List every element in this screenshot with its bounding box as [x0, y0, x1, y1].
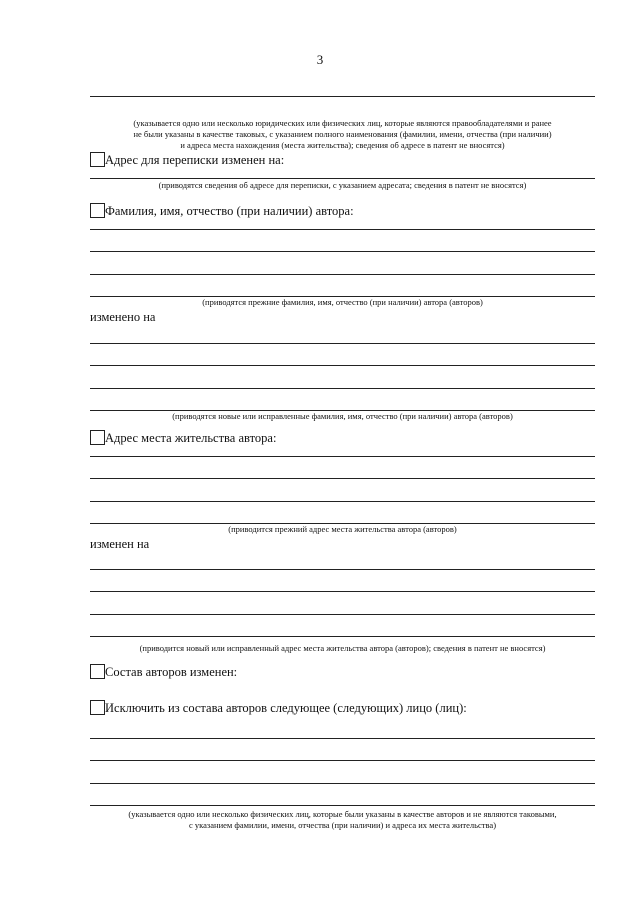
excluded-note-2: с указанием фамилии, имени, отчества (при наличии) и адреса их места жительства)	[188, 820, 497, 830]
rightholder-note-1: (указывается одно или несколько юридических или физических лиц, которые являются правообладателями и ранее	[133, 118, 552, 128]
changed-to-label-1: изменено на	[90, 310, 156, 324]
authors-changed-checkbox[interactable]	[90, 664, 105, 679]
old-name-line[interactable]	[90, 229, 595, 230]
exclude-authors-checkbox[interactable]	[90, 700, 105, 715]
rightholder-note-2: не были указаны в качестве таковых, с указанием полного наименования (фамилии, имени, отчества (при наличии)	[133, 129, 552, 139]
correspondence-label: Адрес для переписки изменен на:	[105, 153, 285, 167]
correspondence-line[interactable]	[90, 178, 595, 179]
rightholder-note-3: и адреса места нахождения (места жительства); сведения об адресе в патент не вносятся)	[180, 140, 505, 150]
excluded-line[interactable]	[90, 760, 595, 761]
old-address-note: (приводится прежний адрес места жительства автора (авторов)	[228, 524, 457, 534]
new-name-line[interactable]	[90, 365, 595, 366]
old-address-line[interactable]	[90, 501, 595, 502]
new-address-line[interactable]	[90, 614, 595, 615]
excluded-line[interactable]	[90, 738, 595, 739]
new-address-line[interactable]	[90, 591, 595, 592]
exclude-authors-label: Исключить из состава авторов следующее (следующих) лицо (лиц):	[105, 701, 467, 715]
new-name-note: (приводятся новые или исправленные фамилия, имя, отчество (при наличии) автора (авторов)	[172, 411, 513, 421]
old-name-line[interactable]	[90, 251, 595, 252]
new-name-line[interactable]	[90, 343, 595, 344]
old-address-line[interactable]	[90, 478, 595, 479]
page-number: 3	[316, 52, 324, 67]
author-name-label: Фамилия, имя, отчество (при наличии) автора:	[105, 204, 354, 218]
new-name-line[interactable]	[90, 388, 595, 389]
old-name-note: (приводятся прежние фамилия, имя, отчество (при наличии) автора (авторов)	[202, 297, 483, 307]
authors-changed-label: Состав авторов изменен:	[105, 665, 238, 679]
old-address-line[interactable]	[90, 456, 595, 457]
correspondence-note: (приводятся сведения об адресе для переписки, с указанием адресата; сведения в патент не вносятся)	[158, 180, 527, 190]
new-address-note: (приводится новый или исправленный адрес места жительства автора (авторов); сведения в патент не вносятся)	[139, 643, 546, 653]
author-address-checkbox[interactable]	[90, 430, 105, 445]
old-name-line[interactable]	[90, 274, 595, 275]
new-address-line[interactable]	[90, 569, 595, 570]
excluded-note-1: (указывается одно или несколько физических лиц, которые были указаны в качестве авторов и не являются таковыми,	[128, 809, 557, 819]
changed-to-label-2: изменен на	[90, 537, 150, 551]
excluded-line[interactable]	[90, 805, 595, 806]
new-address-line[interactable]	[90, 636, 595, 637]
author-address-label: Адрес места жительства автора:	[105, 431, 277, 445]
correspondence-checkbox[interactable]	[90, 152, 105, 167]
excluded-line[interactable]	[90, 783, 595, 784]
author-name-checkbox[interactable]	[90, 203, 105, 218]
rightholder-line[interactable]	[90, 96, 595, 97]
